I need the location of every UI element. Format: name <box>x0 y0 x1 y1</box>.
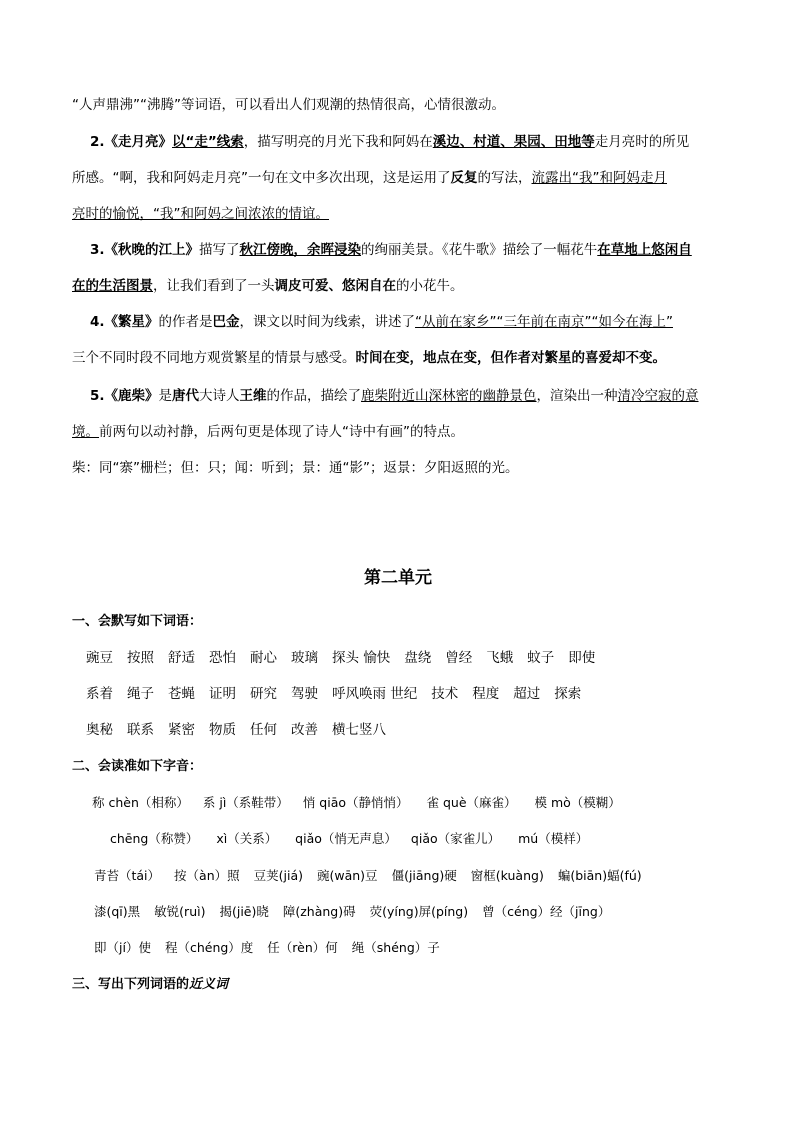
highlight-text: 溪边、村道、果园、田地等 <box>432 134 595 150</box>
pinyin-item: 荧(yíng)屏(píng) <box>369 904 469 919</box>
section-1 <box>72 612 724 632</box>
pinyin-row-5 <box>94 938 724 958</box>
pinyin-item: 僵(jiāng)硬 <box>391 868 457 883</box>
vocab-word: 即使 <box>568 650 596 666</box>
pinyin-list <box>94 938 724 958</box>
unit1-item3 <box>72 240 724 296</box>
lesson-title: 《秋晚的江上》 <box>104 242 200 258</box>
text: 的作者是 <box>158 314 213 330</box>
paragraph-line <box>72 348 724 368</box>
text: 的小花牛。 <box>396 278 464 294</box>
word-list <box>86 648 724 668</box>
pinyin-item: 窗框(kuàng) <box>470 868 544 883</box>
paragraph-line <box>72 204 724 224</box>
highlight-text: 以“走”线索 <box>172 134 244 150</box>
text: 所感。“啊，我和阿妈走月亮”一句在文中多次出现，这是运用了 <box>72 170 451 186</box>
unit1-line1 <box>72 95 724 115</box>
vocab-word: 技术 <box>431 686 459 702</box>
pinyin-item: 模 mò（模糊） <box>530 795 621 810</box>
vocab-word: 任何 <box>250 722 277 738</box>
vocab-word: 舒适 <box>168 650 195 666</box>
paragraph-line: “人声鼎沸”“沸腾”等词语，可以看出人们观潮的热情很高，心情很激动。 <box>72 97 505 113</box>
text: ，描写明亮的月光下我和阿妈在 <box>243 134 433 150</box>
vocab-word: 飞蛾 <box>486 650 514 666</box>
paragraph-line <box>72 240 724 260</box>
text: ，课文以时间为线索，讲述了 <box>239 314 416 330</box>
vocab-word: 超过 <box>513 686 541 702</box>
pinyin-item: chēng（称赞） <box>110 831 199 846</box>
vocab-word: 探头 愉快 <box>332 650 391 666</box>
vocab-word: 盘绕 <box>404 650 432 666</box>
pinyin-item: 豌(wān)豆 <box>317 868 378 883</box>
vocab-word: 研究 <box>250 686 277 702</box>
underlined-text: 流露出“我”和阿妈走月 <box>531 170 667 186</box>
pinyin-item: qiǎo（家雀儿） <box>410 831 501 846</box>
vocab-word: 改善 <box>291 722 318 738</box>
vocab-word: 曾经 <box>445 650 473 666</box>
vocab-word: 证明 <box>209 686 236 702</box>
pinyin-item: 即（jí）使 <box>94 940 151 955</box>
pinyin-item: 按（àn）照 <box>174 868 240 883</box>
vocab-word: 奥秘 <box>86 722 113 738</box>
pinyin-item: 系 jì（系鞋带） <box>202 795 289 810</box>
text: 的绚丽美景。《花牛歌》描绘了一幅花牛 <box>361 242 598 258</box>
word-list <box>86 720 724 740</box>
pinyin-row-1 <box>92 793 724 813</box>
pinyin-item: 障(zhàng)碍 <box>282 904 356 919</box>
pinyin-item: mú（模样） <box>514 831 589 846</box>
vocab-word: 程度 <box>472 686 500 702</box>
pinyin-item: 蝙(biān)蝠(fú) <box>557 868 642 883</box>
pinyin-item: 任（rèn）何 <box>267 940 338 955</box>
item-number: 3. <box>90 242 105 258</box>
annotation-line: 柴：同“寨”栅栏；但：只；闻：听到；景：通“影”；返景：夕阳返照的光。 <box>72 460 519 476</box>
paragraph-line <box>72 276 724 296</box>
pinyin-item: 绳（shéng）子 <box>351 940 440 955</box>
highlight-text: 巴金 <box>212 314 240 330</box>
word-row-3 <box>86 720 724 740</box>
text: ，渲染出一种 <box>536 388 618 404</box>
pinyin-item: qiǎo（悄无声息） <box>291 831 397 846</box>
unit1-item4 <box>72 312 724 368</box>
paragraph-line <box>72 168 724 188</box>
underlined-text: 境。 <box>72 424 99 440</box>
unit-title: 第二单元 <box>364 568 432 588</box>
lesson-title: 《鹿柴》 <box>104 388 159 404</box>
vocab-word: 蚊子 <box>527 650 555 666</box>
highlight-text: 在的生活图景 <box>72 278 153 294</box>
vocab-word: 豌豆 <box>86 650 113 666</box>
highlight-text: 时间在变，地点在变，但作者对繁星的喜爱却不变。 <box>355 350 666 366</box>
vocab-word: 系着 <box>86 686 113 702</box>
text: 走月亮时的所见 <box>594 134 690 150</box>
word-list <box>86 684 724 704</box>
highlight-text: 反复 <box>450 170 478 186</box>
paragraph-line <box>72 386 724 406</box>
pinyin-list <box>92 793 724 813</box>
vocab-word: 驾驶 <box>291 686 318 702</box>
pinyin-item: 漆(qī)黑 <box>94 904 141 919</box>
section-heading: 一、会默写如下词语： <box>72 614 203 629</box>
pinyin-item: 曾（céng）经（jīng） <box>482 904 611 919</box>
vocab-word: 恐怕 <box>209 650 236 666</box>
item-number: 2. <box>90 134 105 150</box>
pinyin-list <box>94 866 724 886</box>
vocab-word: 联系 <box>127 722 154 738</box>
pinyin-item: 豆荚(jiá) <box>253 868 303 883</box>
text: 的写法， <box>477 170 532 186</box>
vocab-word: 横七竖八 <box>332 722 386 738</box>
text: 三个不同时段不同地方观赏繁星的情景与感受。 <box>72 350 356 366</box>
underlined-text: 亮时的愉悦，“我”和阿妈之间浓浓的情谊。 <box>72 206 329 222</box>
section-heading: 二、会读准如下字音： <box>72 759 203 774</box>
text: 前两句以动衬静，后两句更是体现了诗人“诗中有画”的特点。 <box>99 424 464 440</box>
vocab-word: 紧密 <box>168 722 195 738</box>
unit1-item2 <box>72 132 724 224</box>
pinyin-list <box>94 902 724 922</box>
pinyin-item: xì（关系） <box>212 831 278 846</box>
vocab-word: 苍蝇 <box>168 686 195 702</box>
underlined-text: “从前在家乡”“三年前在南京”“如今在海上” <box>415 314 673 330</box>
vocab-word: 呼风唤雨 世纪 <box>332 686 418 702</box>
lesson-title: 《走月亮》 <box>104 134 173 150</box>
pinyin-item: 程（chéng）度 <box>164 940 254 955</box>
vocab-word: 耐心 <box>250 650 277 666</box>
item-number: 4. <box>90 314 105 330</box>
pinyin-item: 雀 què（麻雀） <box>422 795 517 810</box>
pinyin-list <box>110 829 724 849</box>
vocab-word: 玻璃 <box>291 650 318 666</box>
section-3 <box>72 975 724 995</box>
underlined-text: 鹿柴附近山深林密的幽静景色 <box>361 388 537 404</box>
heading-text: 三、写出下列词语的 <box>72 977 190 992</box>
vocab-word: 物质 <box>209 722 236 738</box>
unit1-item5 <box>72 386 724 442</box>
item-number: 5. <box>90 388 105 404</box>
word-row-1 <box>86 648 724 668</box>
pinyin-item: 称 chèn（相称） <box>92 795 189 810</box>
pinyin-item: 揭(jiē)晓 <box>219 904 269 919</box>
pinyin-row-4 <box>94 902 724 922</box>
lesson-title: 《繁星》 <box>104 314 159 330</box>
highlight-text: 唐代 <box>172 388 200 404</box>
text: 的作品，描绘了 <box>266 388 362 404</box>
text: ，让我们看到了一头 <box>153 278 275 294</box>
pinyin-row-2 <box>110 829 724 849</box>
pinyin-item: 悄 qiāo（静悄悄） <box>302 795 409 810</box>
heading-emphasis: 近义词 <box>189 977 229 992</box>
text: 描写了 <box>199 242 240 258</box>
underlined-text: 清冷空寂的意 <box>617 388 699 404</box>
paragraph-line <box>72 132 724 152</box>
word-row-2 <box>86 684 724 704</box>
paragraph-line <box>72 312 724 332</box>
unit1-notes <box>72 458 724 478</box>
highlight-text: 秋江傍晚，余晖浸染 <box>239 242 362 258</box>
vocab-word: 绳子 <box>127 686 154 702</box>
vocab-word: 按照 <box>127 650 154 666</box>
highlight-text: 在草地上悠闲自 <box>597 242 692 258</box>
text: 是 <box>158 388 173 404</box>
section-heading <box>72 975 724 995</box>
pinyin-item: 敏锐(ruì) <box>154 904 206 919</box>
section-2 <box>72 757 724 777</box>
paragraph-line <box>72 422 724 442</box>
text: 大诗人 <box>199 388 240 404</box>
highlight-text: 调皮可爱、悠闲自在 <box>274 278 396 294</box>
vocab-word: 探索 <box>554 686 582 702</box>
pinyin-item: 青苔（tái） <box>94 868 161 883</box>
highlight-text: 王维 <box>239 388 267 404</box>
pinyin-row-3 <box>94 866 724 886</box>
